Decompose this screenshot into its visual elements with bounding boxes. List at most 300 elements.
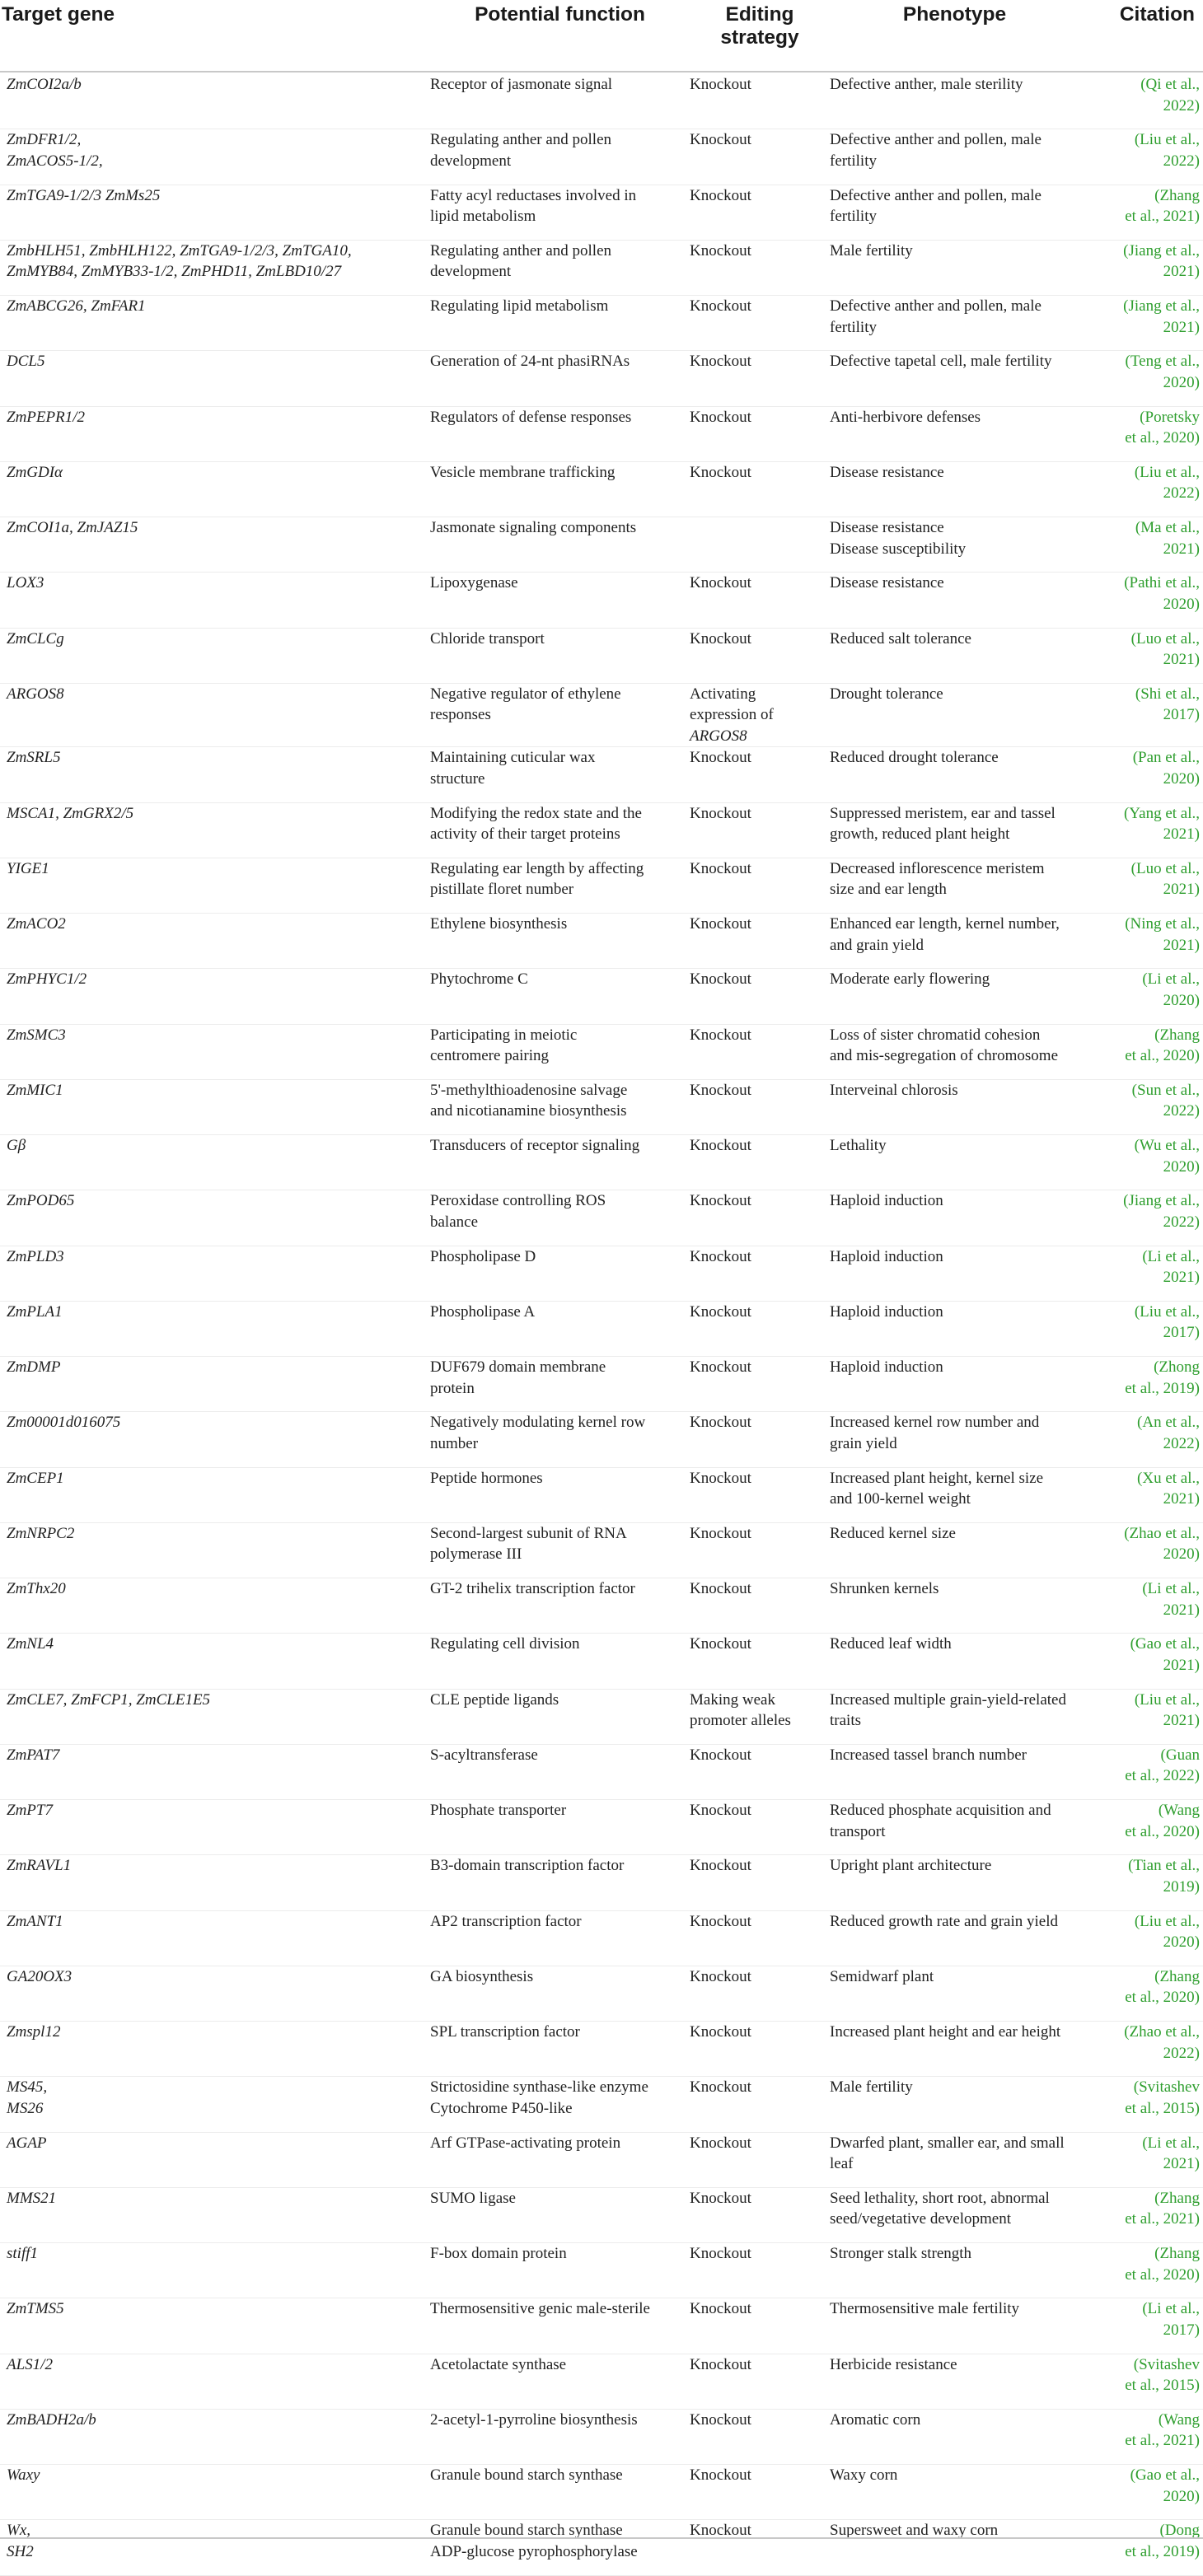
cell-phenotype [830, 2354, 1079, 2409]
cell-editing-strategy [690, 2520, 830, 2575]
cell-phenotype [830, 1910, 1079, 1966]
cell-target-gene [0, 129, 430, 185]
cell-target-gene-line: ALS1/2 [7, 2355, 53, 2373]
cell-phenotype-line: leaf [830, 2155, 854, 2172]
cell-citation-line[interactable]: 2021) [1163, 825, 1200, 843]
table-row [0, 1910, 1203, 1966]
cell-citation-line[interactable]: (Gao et al., [1130, 1635, 1200, 1653]
cell-phenotype-line: and 100-kernel weight [830, 1490, 971, 1508]
cell-citation[interactable] [1079, 2132, 1203, 2187]
table-row [0, 2077, 1203, 2132]
cell-potential-function [430, 969, 690, 1024]
header-target-gene: Target gene [0, 0, 430, 72]
cell-citation-line[interactable]: 2020) [1163, 1933, 1200, 1951]
cell-citation-line[interactable]: (Luo et al., [1130, 629, 1200, 648]
cell-citation-line[interactable]: 2017) [1163, 2321, 1200, 2339]
cell-editing-strategy [690, 2077, 830, 2132]
cell-citation[interactable] [1079, 1190, 1203, 1246]
cell-target-gene-line: ZmACO2 [7, 915, 66, 933]
cell-citation-line[interactable]: (Qi et al., [1140, 76, 1200, 93]
cell-target-gene [0, 1910, 430, 1966]
cell-target-gene [0, 1301, 430, 1356]
cell-citation[interactable] [1079, 1522, 1203, 1578]
cell-editing-strategy [690, 517, 830, 573]
cell-target-gene-line: Wx, [7, 2522, 31, 2540]
header-editing-strategy-line: Editing [725, 3, 794, 26]
cell-potential-function-line: protein [430, 1379, 475, 1397]
cell-target-gene [0, 1079, 430, 1134]
cell-potential-function [430, 1301, 690, 1356]
cell-target-gene-line: ZmABCG26, ZmFAR1 [7, 297, 146, 315]
cell-potential-function-line: Acetolactate synthase [430, 2355, 567, 2373]
cell-citation-line[interactable]: 2021) [1163, 881, 1200, 899]
cell-citation[interactable] [1079, 129, 1203, 185]
cell-editing-strategy [690, 1634, 830, 1689]
cell-potential-function-line: development [430, 263, 512, 281]
cell-potential-function-line: Negative regulator of ethylene [430, 685, 621, 703]
cell-target-gene [0, 1246, 430, 1301]
cell-phenotype [830, 914, 1079, 969]
cell-citation-line[interactable]: (Liu et al., [1134, 463, 1200, 481]
cell-phenotype [830, 2077, 1079, 2132]
cell-citation-line[interactable]: et al., 2021) [1125, 2432, 1200, 2450]
cell-citation[interactable] [1079, 296, 1203, 351]
cell-citation-line[interactable]: (Teng et al., [1125, 353, 1200, 371]
cell-potential-function-line: Maintaining cuticular wax [430, 749, 596, 767]
cell-potential-function-line: S-acyltransferase [430, 1746, 538, 1764]
cell-citation-line[interactable]: 2022) [1163, 1102, 1200, 1120]
table-row [0, 1024, 1203, 1079]
cell-phenotype-line: Shrunken kernels [830, 1580, 939, 1597]
cell-citation-line[interactable]: (Pan et al., [1132, 749, 1200, 767]
cell-target-gene [0, 2520, 430, 2575]
cell-target-gene [0, 1357, 430, 1412]
cell-citation[interactable] [1079, 1744, 1203, 1799]
cell-phenotype-line: Reduced phosphate acquisition and [830, 1802, 1051, 1819]
cell-potential-function-line: Generation of 24-nt phasiRNAs [430, 353, 630, 371]
cell-potential-function-line: development [430, 152, 512, 170]
cell-citation-line[interactable]: et al., 2020) [1125, 429, 1200, 446]
cell-target-gene-line: MMS21 [7, 2189, 57, 2207]
cell-phenotype [830, 1412, 1079, 1467]
cell-editing-strategy-line: Knockout [690, 1857, 751, 1875]
cell-citation-line[interactable]: (Ma et al., [1135, 519, 1200, 536]
cell-editing-strategy-line: Knockout [690, 463, 751, 481]
cell-citation[interactable] [1079, 2187, 1203, 2242]
cell-citation-line[interactable]: (Li et al., [1142, 1580, 1200, 1597]
cell-citation-line[interactable]: (Sun et al., [1131, 1081, 1200, 1099]
cell-citation[interactable] [1079, 1135, 1203, 1190]
cell-citation[interactable] [1079, 461, 1203, 517]
cell-potential-function [430, 1079, 690, 1134]
cell-citation-line[interactable]: 2022) [1163, 1213, 1200, 1231]
cell-citation[interactable] [1079, 628, 1203, 683]
cell-citation[interactable] [1079, 1800, 1203, 1855]
cell-citation-line[interactable]: (Zhang [1154, 2245, 1200, 2262]
cell-phenotype [830, 1246, 1079, 1301]
cell-editing-strategy [690, 2022, 830, 2077]
cell-phenotype-line: Reduced growth rate and grain yield [830, 1912, 1058, 1930]
cell-citation[interactable] [1079, 1357, 1203, 1412]
cell-citation-line[interactable]: 2017) [1163, 706, 1200, 724]
cell-citation-line[interactable]: (Jiang et al., [1123, 297, 1200, 315]
cell-citation[interactable] [1079, 1855, 1203, 1910]
cell-potential-function [430, 914, 690, 969]
cell-citation[interactable] [1079, 969, 1203, 1024]
cell-citation-line[interactable]: (Yang et al., [1123, 804, 1200, 822]
cell-citation-line[interactable]: 2022) [1163, 96, 1200, 115]
cell-phenotype-line: Seed lethality, short root, abnormal [830, 2189, 1050, 2207]
cell-phenotype [830, 747, 1079, 802]
cell-potential-function [430, 2409, 690, 2464]
header-potential-function: Potential function [430, 0, 690, 72]
table-row [0, 240, 1203, 295]
table-row [0, 2465, 1203, 2520]
cell-citation[interactable] [1079, 683, 1203, 747]
cell-phenotype [830, 1800, 1079, 1855]
cell-citation[interactable] [1079, 517, 1203, 573]
cell-citation-line[interactable]: 2022) [1163, 2044, 1200, 2062]
cell-citation-line[interactable]: (Jiang et al., [1123, 1192, 1200, 1210]
cell-editing-strategy-line: Knockout [690, 1414, 751, 1432]
cell-phenotype-line: and mis-segregation of chromosome [830, 1047, 1059, 1064]
cell-citation-line[interactable]: (Tian et al., [1128, 1857, 1200, 1875]
table-row [0, 1135, 1203, 1190]
cell-editing-strategy [690, 2132, 830, 2187]
cell-potential-function-line: Transducers of receptor signaling [430, 1137, 640, 1154]
cell-citation[interactable] [1079, 802, 1203, 858]
table-row [0, 406, 1203, 461]
cell-citation-line[interactable]: (Li et al., [1142, 2134, 1200, 2152]
cell-citation-line[interactable]: 2020) [1163, 769, 1200, 788]
cell-citation-line[interactable]: (Zhao et al., [1124, 2023, 1200, 2041]
cell-editing-strategy [690, 351, 830, 406]
cell-phenotype-line: fertility [830, 152, 877, 170]
cell-citation-line[interactable]: (Guan [1160, 1746, 1200, 1764]
table-row [0, 2022, 1203, 2077]
cell-phenotype-line: Defective anther and pollen, male [830, 131, 1042, 149]
cell-phenotype-line: Disease resistance [830, 574, 944, 592]
cell-potential-function-line: responses [430, 706, 491, 724]
cell-editing-strategy-line: Knockout [690, 1524, 751, 1542]
cell-editing-strategy [690, 2465, 830, 2520]
cell-phenotype [830, 1024, 1079, 1079]
cell-citation-line[interactable]: (Zhao et al., [1124, 1524, 1200, 1542]
cell-citation[interactable] [1079, 2022, 1203, 2077]
cell-citation[interactable] [1079, 2243, 1203, 2298]
cell-citation-line[interactable]: (Ning et al., [1125, 915, 1200, 933]
cell-citation-line[interactable]: (Svitashev [1133, 2078, 1200, 2097]
cell-phenotype [830, 1190, 1079, 1246]
table-row [0, 2298, 1203, 2354]
cell-target-gene-line: MS26 [7, 2099, 44, 2117]
cell-citation-line[interactable]: et al., 2019) [1125, 2542, 1200, 2560]
cell-target-gene [0, 2132, 430, 2187]
cell-citation[interactable] [1079, 1412, 1203, 1467]
cell-editing-strategy-line: Knockout [690, 131, 751, 149]
cell-citation[interactable] [1079, 914, 1203, 969]
cell-potential-function [430, 683, 690, 747]
cell-target-gene-line: ZmCLE7, ZmFCP1, ZmCLE1E5 [7, 1690, 211, 1709]
cell-target-gene-line: ZmGDIα [7, 463, 63, 481]
cell-potential-function [430, 185, 690, 240]
cell-citation[interactable] [1079, 2298, 1203, 2354]
cell-citation[interactable] [1079, 1578, 1203, 1634]
cell-citation-line[interactable]: 2022) [1163, 152, 1200, 170]
cell-target-gene [0, 185, 430, 240]
cell-citation[interactable] [1079, 1301, 1203, 1356]
cell-potential-function [430, 1966, 690, 2021]
cell-citation-line[interactable]: 2021) [1163, 263, 1200, 281]
cell-potential-function-line: Phospholipase A [430, 1302, 536, 1321]
cell-citation-line[interactable]: (Wu et al., [1134, 1137, 1200, 1154]
cell-citation-line[interactable]: et al., 2020) [1125, 2265, 1200, 2284]
cell-citation-line[interactable]: (Liu et al., [1134, 1302, 1200, 1321]
cell-editing-strategy-line: Knockout [690, 2355, 751, 2373]
cell-phenotype-line: Enhanced ear length, kernel number, [830, 915, 1060, 933]
cell-citation[interactable] [1079, 406, 1203, 461]
cell-citation-line[interactable]: et al., 2015) [1125, 2099, 1200, 2117]
cell-citation[interactable] [1079, 1910, 1203, 1966]
cell-phenotype-line: Thermosensitive male fertility [830, 2300, 1020, 2318]
cell-citation[interactable] [1079, 1246, 1203, 1301]
cell-editing-strategy-line: Knockout [690, 408, 751, 426]
cell-citation-line[interactable]: (Zhang [1154, 1026, 1200, 1044]
cell-target-gene [0, 296, 430, 351]
cell-citation-line[interactable]: et al., 2021) [1125, 208, 1200, 225]
cell-citation[interactable] [1079, 858, 1203, 913]
cell-citation[interactable] [1079, 2409, 1203, 2464]
table-row [0, 1412, 1203, 1467]
cell-citation-line[interactable]: 2020) [1163, 373, 1200, 391]
cell-potential-function-line: Phytochrome C [430, 970, 528, 989]
cell-editing-strategy-line: Making weak [690, 1690, 775, 1709]
cell-potential-function-line: F-box domain protein [430, 2245, 567, 2262]
cell-editing-strategy-line: promoter alleles [690, 1712, 791, 1729]
cell-editing-strategy [690, 185, 830, 240]
table-row [0, 1634, 1203, 1689]
cell-potential-function [430, 1910, 690, 1966]
cell-citation-line[interactable]: 2017) [1163, 1324, 1200, 1342]
cell-potential-function [430, 1522, 690, 1578]
cell-potential-function [430, 72, 690, 129]
cell-potential-function [430, 1578, 690, 1634]
cell-potential-function [430, 2187, 690, 2242]
cell-citation[interactable] [1079, 240, 1203, 295]
cell-citation-line[interactable]: (Pathi et al., [1124, 574, 1200, 592]
cell-target-gene [0, 461, 430, 517]
cell-citation-line[interactable]: 2021) [1163, 1712, 1200, 1729]
cell-phenotype [830, 1578, 1079, 1634]
cell-citation-line[interactable]: (Zhang [1154, 2189, 1200, 2207]
cell-citation-line[interactable]: (Li et al., [1142, 1247, 1200, 1265]
cell-editing-strategy-line: Knockout [690, 1192, 751, 1210]
cell-citation[interactable] [1079, 1634, 1203, 1689]
cell-phenotype [830, 2298, 1079, 2354]
cell-phenotype [830, 1079, 1079, 1134]
cell-citation-line[interactable]: 2022) [1163, 484, 1200, 503]
cell-phenotype-line: Defective tapetal cell, male fertility [830, 353, 1052, 371]
cell-citation[interactable] [1079, 573, 1203, 628]
cell-citation-line[interactable]: 2022) [1163, 1434, 1200, 1452]
table-header [0, 0, 1203, 72]
cell-citation-line[interactable]: 2020) [1163, 1545, 1200, 1564]
cell-phenotype-line: Haploid induction [830, 1302, 943, 1321]
cell-citation-line[interactable]: et al., 2020) [1125, 1989, 1200, 2007]
cell-potential-function-line: GT-2 trihelix transcription factor [430, 1580, 635, 1597]
cell-citation-line[interactable]: (Shi et al., [1135, 685, 1200, 703]
cell-potential-function-line: Regulating lipid metabolism [430, 297, 609, 315]
cell-target-gene [0, 683, 430, 747]
cell-citation[interactable] [1079, 2354, 1203, 2409]
cell-citation-line[interactable]: 2020) [1163, 991, 1200, 1009]
cell-citation-line[interactable]: (Poretsky [1140, 408, 1200, 426]
cell-citation-line[interactable]: (Wang [1158, 1802, 1200, 1819]
cell-phenotype-line: fertility [830, 208, 877, 225]
cell-citation[interactable] [1079, 1024, 1203, 1079]
cell-editing-strategy-line: Knockout [690, 1358, 751, 1376]
cell-citation-line[interactable]: 2021) [1163, 2155, 1200, 2172]
cell-potential-function [430, 1467, 690, 1522]
cell-phenotype-line: fertility [830, 318, 877, 336]
cell-editing-strategy-line: Knockout [690, 297, 751, 315]
cell-phenotype-line: Aromatic corn [830, 2410, 921, 2429]
cell-citation-line[interactable]: (Liu et al., [1134, 1912, 1200, 1930]
cell-phenotype [830, 573, 1079, 628]
table-row [0, 1357, 1203, 1412]
cell-editing-strategy [690, 129, 830, 185]
cell-target-gene-line: ZmSMC3 [7, 1026, 66, 1044]
cell-target-gene [0, 1855, 430, 1910]
cell-potential-function-line: activity of their target proteins [430, 825, 620, 843]
cell-citation[interactable] [1079, 1079, 1203, 1134]
cell-citation-line[interactable]: 2021) [1163, 1490, 1200, 1508]
cell-citation[interactable] [1079, 1689, 1203, 1744]
cell-citation[interactable] [1079, 185, 1203, 240]
cell-citation-line[interactable]: et al., 2019) [1125, 1379, 1200, 1397]
cell-citation-line[interactable]: 2021) [1163, 651, 1200, 668]
cell-citation-line[interactable]: (Liu et al., [1134, 131, 1200, 149]
cell-editing-strategy-line: expression of [690, 706, 774, 724]
table-row [0, 683, 1203, 747]
cell-editing-strategy-line: Knockout [690, 1026, 751, 1044]
header-row [0, 0, 1203, 72]
cell-target-gene [0, 351, 430, 406]
cell-citation[interactable] [1079, 1966, 1203, 2021]
cell-citation[interactable] [1079, 2465, 1203, 2520]
cell-potential-function [430, 1024, 690, 1079]
cell-potential-function [430, 2520, 690, 2575]
cell-editing-strategy [690, 1522, 830, 1578]
cell-citation-line[interactable]: 2021) [1163, 1269, 1200, 1286]
cell-citation-line[interactable]: et al., 2021) [1125, 2210, 1200, 2228]
cell-citation-line[interactable]: (Wang [1158, 2410, 1200, 2429]
cell-citation-line[interactable]: (Xu et al., [1137, 1469, 1200, 1487]
cell-citation-line[interactable]: (Svitashev [1133, 2355, 1200, 2373]
cell-citation[interactable] [1079, 747, 1203, 802]
cell-phenotype-line: Upright plant architecture [830, 1857, 992, 1875]
cell-citation[interactable] [1079, 72, 1203, 129]
cell-citation-line[interactable]: (Zhang [1154, 1967, 1200, 1985]
cell-target-gene [0, 628, 430, 683]
cell-citation-line[interactable]: 2021) [1163, 1601, 1200, 1619]
cell-target-gene [0, 573, 430, 628]
cell-citation-line[interactable]: (Luo et al., [1130, 859, 1200, 877]
cell-target-gene [0, 2243, 430, 2298]
cell-citation-line[interactable]: 2020) [1163, 2487, 1200, 2505]
table-row [0, 296, 1203, 351]
cell-phenotype [830, 1467, 1079, 1522]
cell-citation-line[interactable]: (Zhong [1154, 1358, 1200, 1376]
cell-phenotype [830, 858, 1079, 913]
cell-phenotype [830, 2409, 1079, 2464]
cell-target-gene [0, 747, 430, 802]
cell-potential-function-line: AP2 transcription factor [430, 1912, 582, 1930]
cell-potential-function-line: Second-largest subunit of RNA [430, 1524, 627, 1542]
cell-phenotype-line: Increased plant height and ear height [830, 2023, 1061, 2041]
cell-potential-function-line: Regulating anther and pollen [430, 131, 612, 149]
cell-citation-line[interactable]: 2020) [1163, 1157, 1200, 1176]
cell-citation[interactable] [1079, 2520, 1203, 2575]
cell-target-gene [0, 2187, 430, 2242]
cell-potential-function [430, 461, 690, 517]
cell-citation-line[interactable]: (Dong [1159, 2522, 1200, 2540]
cell-citation-line[interactable]: et al., 2020) [1125, 1822, 1200, 1840]
cell-citation-line[interactable]: (Jiang et al., [1123, 241, 1200, 259]
cell-potential-function-line: Cytochrome P450-like [430, 2099, 573, 2117]
cell-citation-line[interactable]: 2019) [1163, 1877, 1200, 1896]
cell-editing-strategy-line: Activating [690, 685, 756, 703]
cell-citation-line[interactable]: 2020) [1163, 595, 1200, 613]
cell-target-gene [0, 1578, 430, 1634]
cell-editing-strategy-line: Knockout [690, 915, 751, 933]
cell-citation-line[interactable]: 2021) [1163, 1656, 1200, 1674]
cell-phenotype-line: Disease resistance [830, 519, 944, 536]
cell-citation-line[interactable]: 2021) [1163, 318, 1200, 336]
cell-citation-line[interactable]: 2021) [1163, 936, 1200, 954]
cell-citation-line[interactable]: (Gao et al., [1130, 2466, 1200, 2484]
cell-citation[interactable] [1079, 2077, 1203, 2132]
cell-target-gene [0, 802, 430, 858]
cell-citation-line[interactable]: et al., 2015) [1125, 2377, 1200, 2394]
cell-phenotype [830, 1966, 1079, 2021]
cell-citation-line[interactable]: et al., 2020) [1125, 1047, 1200, 1064]
cell-editing-strategy [690, 858, 830, 913]
cell-potential-function-line: B3-domain transcription factor [430, 1857, 625, 1875]
cell-editing-strategy-line: Knockout [690, 1247, 751, 1265]
cell-citation-line[interactable]: 2021) [1163, 540, 1200, 558]
cell-citation-line[interactable]: (Li et al., [1142, 2300, 1200, 2318]
table-row [0, 1744, 1203, 1799]
cell-phenotype [830, 802, 1079, 858]
cell-phenotype-line: Defective anther and pollen, male [830, 297, 1042, 315]
cell-potential-function-line: Granule bound starch synthase [430, 2466, 623, 2484]
cell-citation-line[interactable]: (Liu et al., [1134, 1690, 1200, 1709]
cell-citation-line[interactable]: (An et al., [1137, 1414, 1200, 1432]
cell-citation[interactable] [1079, 1467, 1203, 1522]
cell-target-gene [0, 1190, 430, 1246]
cell-editing-strategy [690, 914, 830, 969]
cell-citation-line[interactable]: (Li et al., [1142, 970, 1200, 989]
cell-editing-strategy-line: Knockout [690, 859, 751, 877]
cell-target-gene [0, 2022, 430, 2077]
cell-citation[interactable] [1079, 351, 1203, 406]
cell-citation-line[interactable]: (Zhang [1154, 186, 1200, 204]
cell-editing-strategy [690, 2354, 830, 2409]
cell-phenotype-line: Supersweet and waxy corn [830, 2522, 999, 2540]
cell-editing-strategy [690, 406, 830, 461]
cell-citation-line[interactable]: et al., 2022) [1125, 1767, 1200, 1785]
